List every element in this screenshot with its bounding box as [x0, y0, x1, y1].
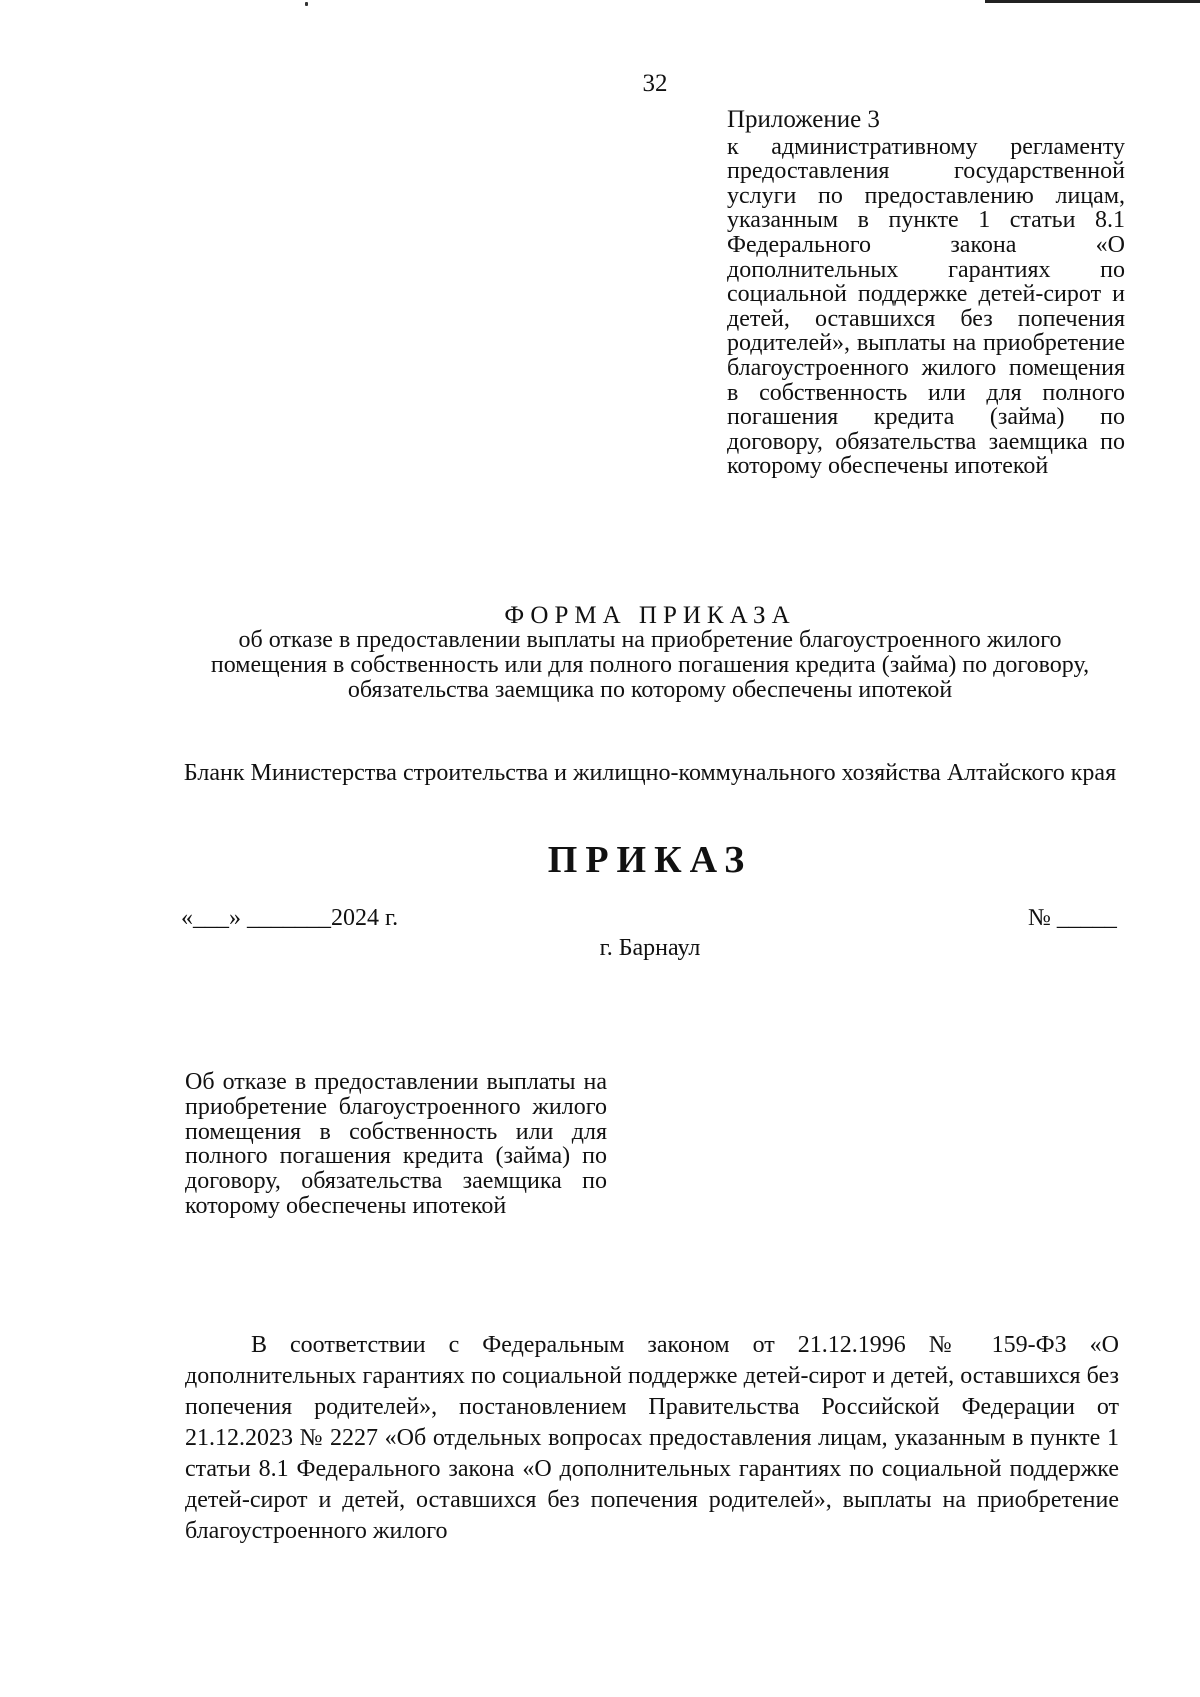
- body-paragraph: В соответствии с Федеральным законом от 21.12.1996 № 159-ФЗ «О дополнительных гарантиях по социальной поддержке детей-сирот и детей, оставшихся без попечения родителей», постановлением Правительства Российской Федерации от 21.12.2023 № 2227 «Об отдельных вопросах предоставления лицам, указанным в пункте 1 статьи 8.1 Федерального закона «О дополнительных гарантиях по социальной поддержке детей-сирот и детей, оставшихся без попечения родителей», выплаты на приобретение благоустроенного жилого: [185, 1332, 1119, 1544]
- appendix-block: [727, 108, 1125, 479]
- date-field: «___» _______2024 г.: [181, 905, 399, 931]
- form-title: ФОРМА ПРИКАЗА: [504, 602, 796, 629]
- page-number: 32: [642, 70, 668, 97]
- form-heading: [180, 603, 1120, 703]
- number-field: № _____: [1028, 905, 1117, 931]
- form-subtitle: об отказе в предоставлении выплаты на приобретение благоустроенного жилого помещения в собственность или для полного погашения кредита (займа) по договору, обязательства заемщика по которому обеспечены ипотекой: [210, 627, 1090, 703]
- order-title: ПРИКАЗ: [547, 839, 753, 881]
- letterhead-blank: Бланк Министерства строительства и жилищно-коммунального хозяйства Алтайского края: [183, 760, 1117, 786]
- city-name: г. Барнаул: [599, 935, 701, 961]
- appendix-title: Приложение 3: [727, 106, 880, 133]
- scan-speck: [305, 2, 308, 6]
- order-subject: Об отказе в предоставлении выплаты на приобретение благоустроенного жилого помещения в собственность или для полного погашения кредита (займа) по договору, обязательства заемщика по которому обеспечены ипотекой: [185, 1069, 607, 1219]
- appendix-text: к административному регламенту предоставления государственной услуги по предоставлению лицам, указанным в пункте 1 статьи 8.1 Федерального закона «О дополнительных гарантиях по социальной поддержке детей-сирот и детей, оставшихся без попечения родителей», выплаты на приобретение благоустроенного жилого помещения в собственность или для полного погашения кредита (займа) по договору, обязательства заемщика по которому обеспечены ипотекой: [727, 133, 1125, 480]
- scan-edge-line: [985, 0, 1200, 3]
